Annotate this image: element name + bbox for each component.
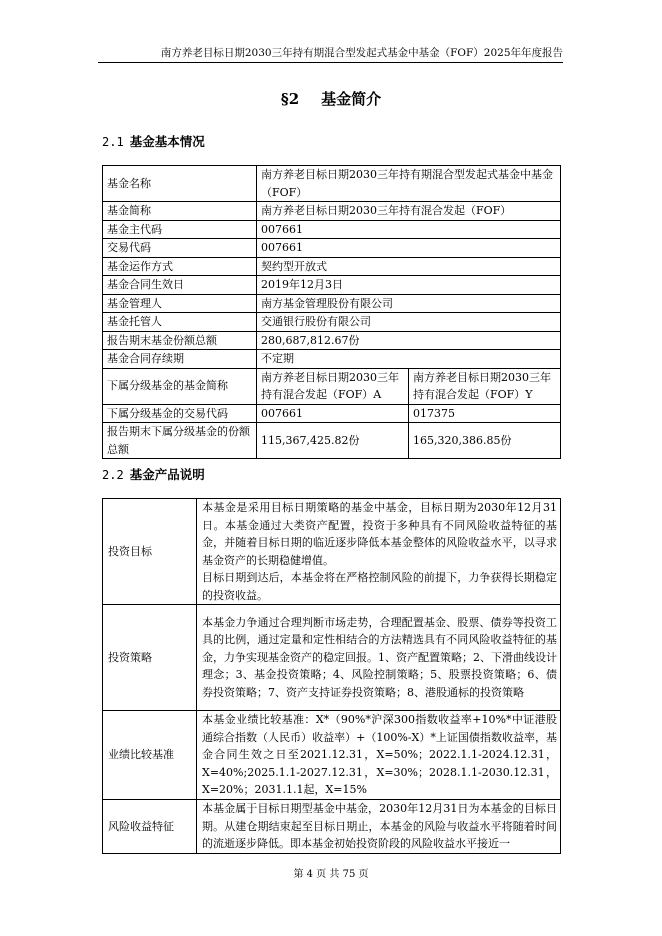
table-row <box>103 202 561 221</box>
subsection-number: 2.2 <box>102 468 124 482</box>
row-label: 基金主代码 <box>103 220 257 239</box>
class-a-value: 南方养老目标日期2030三年持有混合发起（FOF）A <box>257 368 409 404</box>
row-value: 2019年12月3日 <box>257 276 561 295</box>
row-label: 基金合同生效日 <box>103 276 257 295</box>
row-value: 南方养老目标日期2030三年持有混合发起（FOF） <box>257 202 561 221</box>
row-label: 基金名称 <box>103 166 257 202</box>
table-row <box>103 294 561 313</box>
table-row <box>103 423 561 459</box>
row-label: 基金管理人 <box>103 294 257 313</box>
table-row <box>103 350 561 369</box>
section-number: §2 <box>280 90 300 108</box>
row-value <box>197 499 561 605</box>
fund-product-description-table <box>102 498 561 854</box>
table-row <box>103 276 561 295</box>
row-value: 007661 <box>257 239 561 258</box>
row-value: 280,687,812.67份 <box>257 331 561 350</box>
subsection-2-1-heading <box>102 133 205 151</box>
section-title: 基金简介 <box>321 90 382 108</box>
row-label: 基金简称 <box>103 202 257 221</box>
row-label: 基金托管人 <box>103 313 257 332</box>
page-header: 南方养老目标日期2030三年持有期混合型发起式基金中基金（FOF）2025年年度报告 <box>160 47 563 59</box>
subsection-title: 基金产品说明 <box>129 467 205 482</box>
table-row <box>103 404 561 423</box>
table-row <box>103 499 561 605</box>
table-row <box>103 239 561 258</box>
class-a-value: 115,367,425.82份 <box>257 423 409 459</box>
table-row <box>103 331 561 350</box>
row-label: 业绩比较基准 <box>103 711 197 800</box>
table-row <box>103 166 561 202</box>
row-value: 本基金力争通过合理判断市场走势，合理配置基金、股票、债券等投资工具的比例，通过定量和定性相结合的方法精选具有不同风险收益特征的基金，力争实现基金资产的稳定回报。1、资产配置策略；2、下滑曲线设计理念；3、基金投资策略；4、风险控制策略；5、股票投资策略；6、债券投资策略；7、资产支持证券投资策略；8、港股通标的投资策略 <box>197 605 561 711</box>
table-row <box>103 220 561 239</box>
table-row <box>103 313 561 332</box>
fund-basic-info-table <box>102 165 561 459</box>
page-number: 第 4 页 共 75 页 <box>293 869 369 880</box>
investment-objective-paragraph-2: 目标日期到达后，本基金将在严格控制风险的前提下，力争获得长期稳定的投资收益。 <box>202 571 557 602</box>
row-label: 报告期末下属分级基金的份额总额 <box>103 423 257 459</box>
investment-objective-paragraph: 本基金是采用目标日期策略的基金中基金，目标日期为2030年12月31日。本基金通过大类资产配置，投资于多种具有不同风险收益特征的基金，并随着目标日期的临近逐步降低本基金整体的风险收益水平，以寻求基金资产的长期稳健增值。 <box>202 501 557 567</box>
section-heading <box>0 89 662 109</box>
row-label: 投资策略 <box>103 605 197 711</box>
row-label: 下属分级基金的交易代码 <box>103 404 257 423</box>
header-rule <box>98 62 563 63</box>
row-label: 风险收益特征 <box>103 800 197 854</box>
row-value: 交通银行股份有限公司 <box>257 313 561 332</box>
row-label: 基金合同存续期 <box>103 350 257 369</box>
row-label: 下属分级基金的基金简称 <box>103 368 257 404</box>
row-value: 南方养老目标日期2030三年持有期混合型发起式基金中基金（FOF） <box>257 166 561 202</box>
subsection-2-2-heading <box>102 466 205 484</box>
table-row <box>103 800 561 854</box>
row-value: 007661 <box>257 220 561 239</box>
row-value: 南方基金管理股份有限公司 <box>257 294 561 313</box>
row-label: 投资目标 <box>103 499 197 605</box>
row-value: 本基金属于目标日期型基金中基金，2030年12月31日为本基金的目标日期。从建仓期结束起至目标日期止，本基金的风险与收益水平将随着时间的流逝逐步降低。即本基金初始投资阶段的风险收益水平接近一 <box>197 800 561 854</box>
class-a-value: 007661 <box>257 404 409 423</box>
class-y-value: 165,320,386.85份 <box>409 423 561 459</box>
row-label: 基金运作方式 <box>103 257 257 276</box>
table-row <box>103 605 561 711</box>
row-value: 契约型开放式 <box>257 257 561 276</box>
class-y-value: 南方养老目标日期2030三年持有混合发起（FOF）Y <box>409 368 561 404</box>
table-row <box>103 257 561 276</box>
row-label: 报告期末基金份额总额 <box>103 331 257 350</box>
class-y-value: 017375 <box>409 404 561 423</box>
row-value: 不定期 <box>257 350 561 369</box>
subsection-number: 2.1 <box>102 135 124 149</box>
row-value: 本基金业绩比较基准：X*（90%*沪深300指数收益率+10%*中证港股通综合指数（人民币）收益率）+（100%-X）*上证国债指数收益率，基金合同生效之日至2021.12.31，X=50%；2022.1.1-2024.12.31，X=40%;2025.1.1-2027.12.31，X=30%；2028.1.1-2030.12.31，X=20%；2031.1.1起，X=15% <box>197 711 561 800</box>
table-row <box>103 711 561 800</box>
table-row <box>103 368 561 404</box>
row-label: 交易代码 <box>103 239 257 258</box>
subsection-title: 基金基本情况 <box>129 134 205 149</box>
